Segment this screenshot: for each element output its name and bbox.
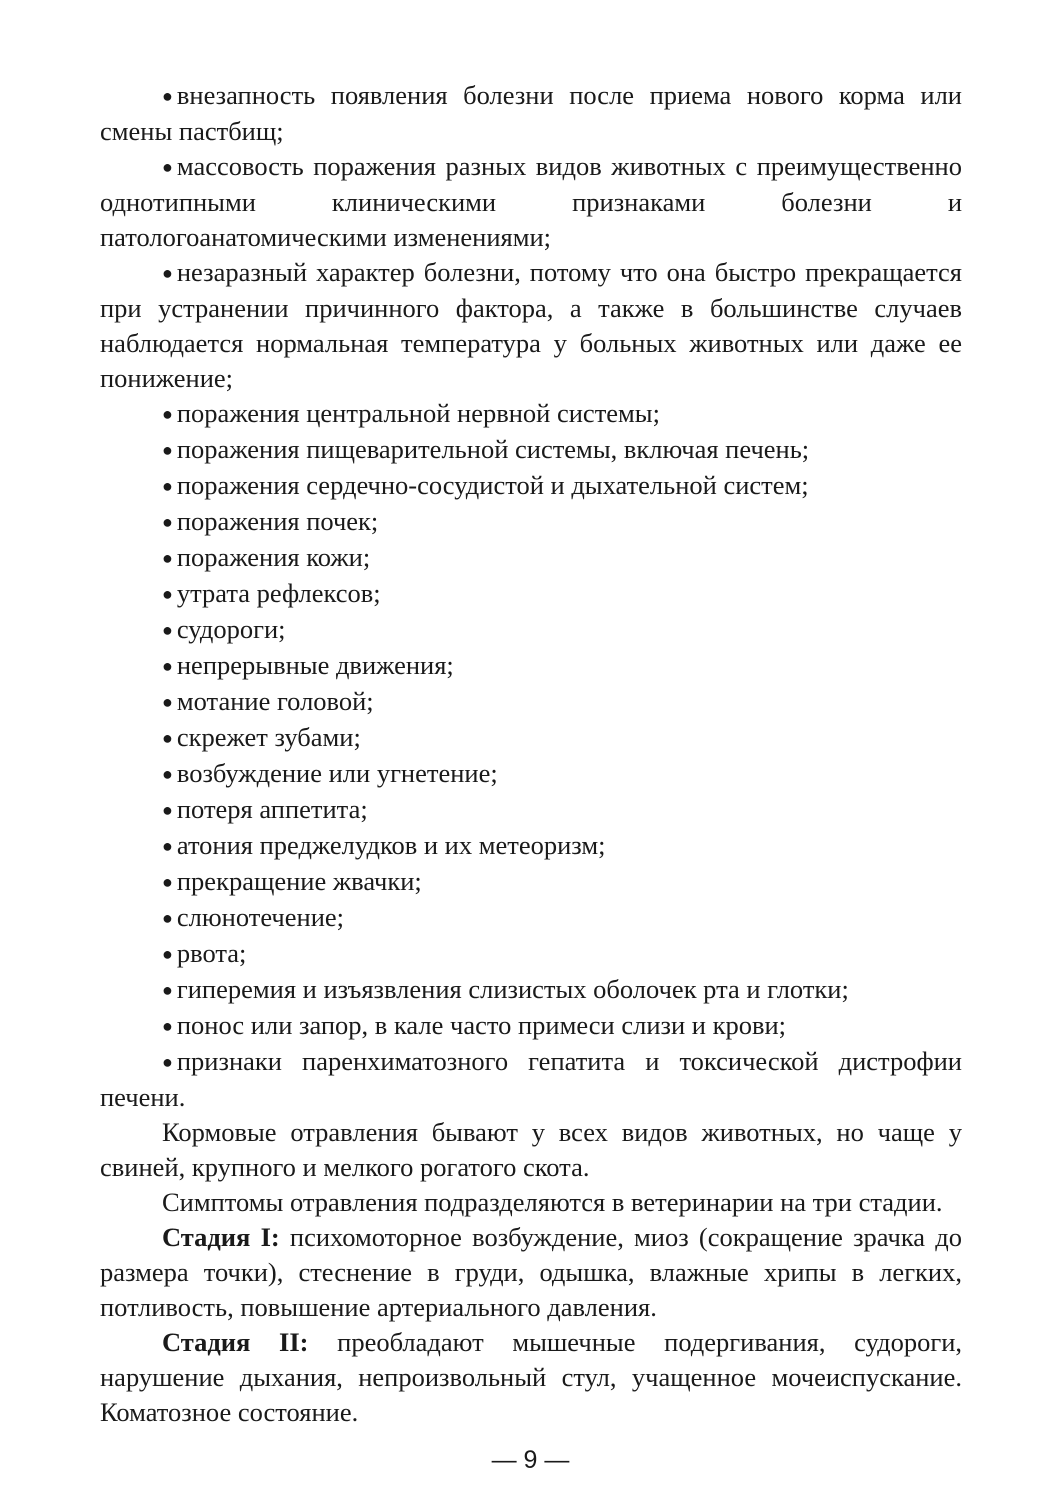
stage-2-label: Стадия II:: [162, 1327, 309, 1357]
bullet-text: понос или запор, в кале часто примеси слизи и крови;: [176, 1010, 787, 1040]
bullet-dot: ●: [162, 440, 173, 460]
bullet-dot: ●: [162, 800, 173, 820]
bullet-item: [100, 792, 962, 828]
page-number: — 9 —: [491, 1446, 570, 1474]
bullet-text: возбуждение или угнетение;: [176, 758, 498, 788]
page-body: [100, 78, 962, 1430]
bullet-dot: ●: [162, 836, 173, 856]
bullet-text: поражения центральной нервной системы;: [176, 398, 660, 428]
bullet-item: [100, 396, 962, 432]
bullet-item: [100, 864, 962, 900]
bullet-item: [100, 1044, 962, 1115]
bullet-item: [100, 900, 962, 936]
bullet-dot: ●: [162, 692, 173, 712]
stage-2-paragraph: [100, 1325, 962, 1430]
bullet-dot: ●: [162, 980, 173, 1000]
bullet-item: [100, 78, 962, 149]
bullet-item: [100, 936, 962, 972]
bullet-dot: ●: [162, 404, 173, 424]
bullet-text: мотание головой;: [176, 686, 374, 716]
bullet-dot: ●: [162, 263, 173, 283]
bullet-text: внезапность появления болезни после приема нового корма или смены пастбищ;: [100, 80, 962, 146]
bullet-text: рвота;: [176, 938, 247, 968]
bullet-item: [100, 648, 962, 684]
bullet-item: [100, 504, 962, 540]
paragraph-symptoms: Симптомы отравления подразделяются в ветеринарии на три стадии.: [162, 1187, 943, 1217]
bullet-dot: ●: [162, 620, 173, 640]
bullet-dot: ●: [162, 944, 173, 964]
stage-2-text: преобладают мышечные подергивания, судороги, нарушение дыхания, непроизвольный стул, учащенное мочеиспускание. Коматозное состояние.: [100, 1327, 963, 1427]
bullet-item: [100, 468, 962, 504]
bullet-dot: ●: [162, 656, 173, 676]
bullet-text: гиперемия и изъязвления слизистых оболочек рта и глотки;: [176, 974, 849, 1004]
bullet-text: поражения кожи;: [176, 542, 371, 572]
bullet-text: поражения пищеварительной системы, включая печень;: [176, 434, 810, 464]
bullet-text: поражения почек;: [176, 506, 379, 536]
paragraph-feed-poisoning: Кормовые отравления бывают у всех видов животных, но чаще у свиней, крупного и мелкого рогатого скота.: [100, 1117, 962, 1182]
bullet-text: непрерывные движения;: [176, 650, 454, 680]
bullet-item: [100, 684, 962, 720]
bullet-item: [100, 540, 962, 576]
bullet-item: [100, 756, 962, 792]
bullet-dot: ●: [162, 908, 173, 928]
bullet-item: [100, 612, 962, 648]
bullet-text: атония преджелудков и их метеоризм;: [176, 830, 606, 860]
bullet-dot: ●: [162, 872, 173, 892]
bullet-dot: ●: [162, 86, 173, 106]
bullet-text: судороги;: [176, 614, 286, 644]
bullet-text: потеря аппетита;: [176, 794, 368, 824]
bullet-text: слюнотечение;: [176, 902, 345, 932]
bullet-text: утрата рефлексов;: [176, 578, 381, 608]
bullet-item: [100, 149, 962, 255]
stage-1-paragraph: [100, 1220, 962, 1325]
bullet-dot: ●: [162, 1052, 173, 1072]
bullet-dot: ●: [162, 764, 173, 784]
stage-1-text: психомоторное возбуждение, миоз (сокращение зрачка до размера точки), стеснение в груди, одышка, влажные хрипы в легких, потливость, повышение артериального давления.: [100, 1222, 962, 1322]
bullet-text: массовость поражения разных видов животных с преимущественно однотипными клиническими признаками болезни и патологоанатомическими изменениями;: [100, 151, 962, 252]
bullet-text: прекращение жвачки;: [176, 866, 422, 896]
bullet-dot: ●: [162, 1016, 173, 1036]
stage-1-label: Стадия I:: [162, 1222, 280, 1252]
bullet-item: [100, 432, 962, 468]
bullet-item: [100, 828, 962, 864]
bullet-item: [100, 576, 962, 612]
bullet-dot: ●: [162, 157, 173, 177]
bullet-item: [100, 720, 962, 756]
bullet-dot: ●: [162, 584, 173, 604]
bullet-text: незаразный характер болезни, потому что она быстро прекращается при устранении причинного фактора, а также в большинстве случаев наблюдается нормальная температура у больных животных или даже ее понижение;: [100, 257, 962, 393]
bullet-dot: ●: [162, 476, 173, 496]
bullet-dot: ●: [162, 548, 173, 568]
bullet-item: [100, 1008, 962, 1044]
bullet-dot: ●: [162, 728, 173, 748]
bullet-dot: ●: [162, 512, 173, 532]
bullet-item: [100, 972, 962, 1008]
bullet-text: поражения сердечно-сосудистой и дыхательной систем;: [176, 470, 809, 500]
bullet-text: признаки паренхиматозного гепатита и токсической дистрофии печени.: [100, 1046, 962, 1112]
bullet-item: [100, 255, 962, 396]
bullet-text: скрежет зубами;: [176, 722, 361, 752]
